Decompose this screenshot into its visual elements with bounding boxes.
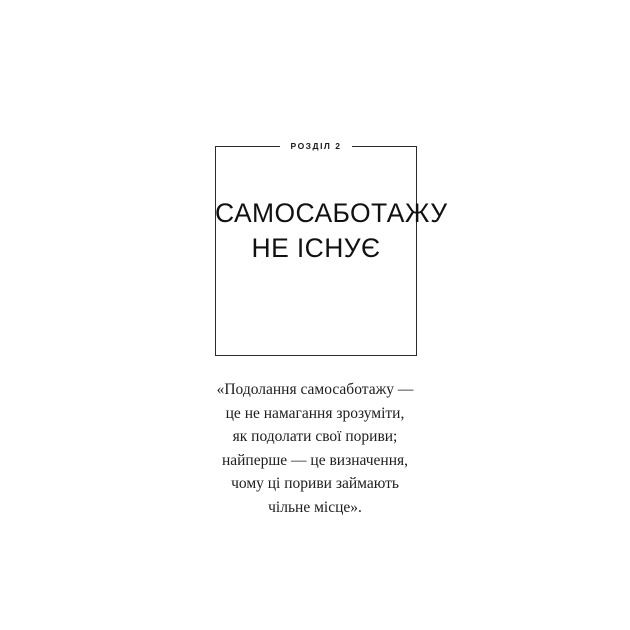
chapter-title [215,196,448,266]
epigraph-line-6: чільне місце». [268,498,362,516]
chapter-title-line-1: САМОСАБОТАЖУ [215,198,448,228]
epigraph-line-2: це не намагання зрозуміти, [225,404,405,422]
chapter-label-container [215,138,417,154]
chapter-heading-block [215,141,448,356]
chapter-number-label: РОЗДІЛ 2 [280,138,353,154]
epigraph-line-4: найперше — це визначення, [221,451,409,469]
chapter-title-line-2: НЕ ІСНУЄ [251,233,381,264]
epigraph-line-1: «Подолання самосаботажу — [216,381,414,398]
epigraph-quote [165,378,465,519]
epigraph-line-5: чому ці пориви займають [231,475,399,493]
epigraph-line-3: як подолати свої пориви; [232,428,398,446]
